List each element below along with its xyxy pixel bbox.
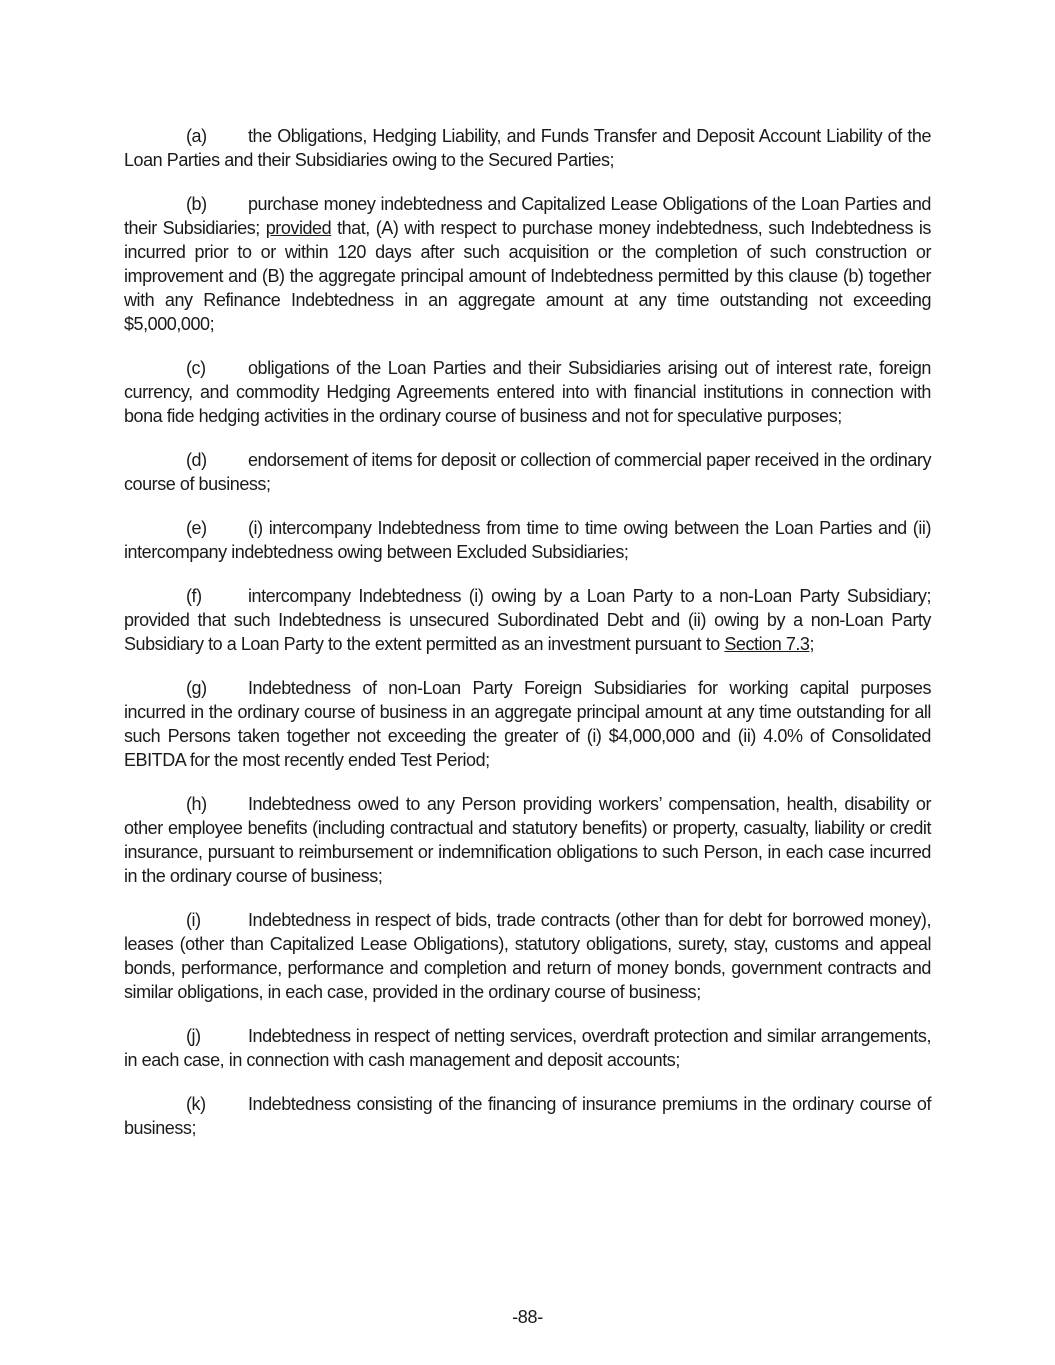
clause-text: Indebtedness in respect of bids, trade contracts (other than for debt for borrowed money), leases (other than Capitalized Lease Obligations), statutory obligations, surety, stay, customs and appeal bonds, performance, performance and completion and return of money bonds, government contracts and similar obligations, in each case, provided in the ordinary course of business; xyxy=(124,910,931,1002)
clause-text: Indebtedness in respect of netting services, overdraft protection and similar arrangements, in each case, in connection with cash management and deposit accounts; xyxy=(124,1026,931,1070)
clause-c xyxy=(124,356,931,428)
clause-text: Indebtedness owed to any Person providing workers’ compensation, health, disability or other employee benefits (including contractual and statutory benefits) or property, casualty, liability or credit insurance, pursuant to reimbursement or indemnification obligations to such Person, in each case incurred in the ordinary course of business; xyxy=(124,794,931,886)
clause-label: (c) xyxy=(186,358,206,378)
clause-i xyxy=(124,908,931,1004)
clause-label: (d) xyxy=(186,450,207,470)
clause-label: (f) xyxy=(186,586,202,606)
document-page xyxy=(124,124,931,1160)
section-reference: Section 7.3 xyxy=(724,634,810,654)
clause-e xyxy=(124,516,931,564)
clause-text: ; xyxy=(809,634,815,654)
clause-j xyxy=(124,1024,931,1072)
page-number: -88- xyxy=(512,1307,543,1327)
clause-f xyxy=(124,584,931,656)
clause-text: endorsement of items for deposit or collection of commercial paper received in the ordinary course of business; xyxy=(124,450,931,494)
clause-label: (h) xyxy=(186,794,207,814)
clause-text: intercompany Indebtedness (i) owing by a Loan Party to a non-Loan Party Subsidiary; provided that such Indebtedness is unsecured Subordinated Debt and (ii) owing by a non-Loan Party Subsidiary to a Loan Party to the extent permitted as an investment pursuant to xyxy=(124,586,931,654)
clause-label: (e) xyxy=(186,518,207,538)
clause-b xyxy=(124,192,931,336)
clause-g xyxy=(124,676,931,772)
clause-text: Indebtedness consisting of the financing of insurance premiums in the ordinary course of business; xyxy=(124,1094,931,1138)
clause-label: (a) xyxy=(186,126,207,146)
clause-text: the Obligations, Hedging Liability, and Funds Transfer and Deposit Account Liability of the Loan Parties and their Subsidiaries owing to the Secured Parties; xyxy=(124,126,931,170)
clause-label: (k) xyxy=(186,1094,206,1114)
clause-d xyxy=(124,448,931,496)
clause-text: obligations of the Loan Parties and their Subsidiaries arising out of interest rate, foreign currency, and commodity Hedging Agreements entered into with financial institutions in connection with bona fide hedging activities in the ordinary course of business and not for speculative purposes; xyxy=(124,358,931,426)
underlined-term: provided xyxy=(265,218,332,238)
clause-text: (i) intercompany Indebtedness from time to time owing between the Loan Parties and (ii) intercompany indebtedness owing between Excluded Subsidiaries; xyxy=(124,518,931,562)
clause-k xyxy=(124,1092,931,1140)
clause-text: Indebtedness of non-Loan Party Foreign Subsidiaries for working capital purposes incurred in the ordinary course of business in an aggregate principal amount at any time outstanding for all such Persons taken together not exceeding the greater of (i) $4,000,000 and (ii) 4.0% of Consolidated EBITDA for the most recently ended Test Period; xyxy=(124,678,931,770)
clause-text: purchase money indebtedness and Capitalized Lease Obligations of the Loan Parties and their Subsidiaries; xyxy=(124,194,931,238)
clause-h xyxy=(124,792,931,888)
clause-label: (b) xyxy=(186,194,207,214)
clause-label: (i) xyxy=(186,910,201,930)
clause-label: (j) xyxy=(186,1026,201,1046)
clause-label: (g) xyxy=(186,678,207,698)
clause-text: that, (A) with respect to purchase money indebtedness, such Indebtedness is incurred prior to or within 120 days after such acquisition or the completion of such construction or improvement and (B) the aggregate principal amount of Indebtedness permitted by this clause (b) together with any Refinance Indebtedness in an aggregate amount at any time outstanding not exceeding $5,000,000; xyxy=(124,218,931,334)
clause-a xyxy=(124,124,931,172)
